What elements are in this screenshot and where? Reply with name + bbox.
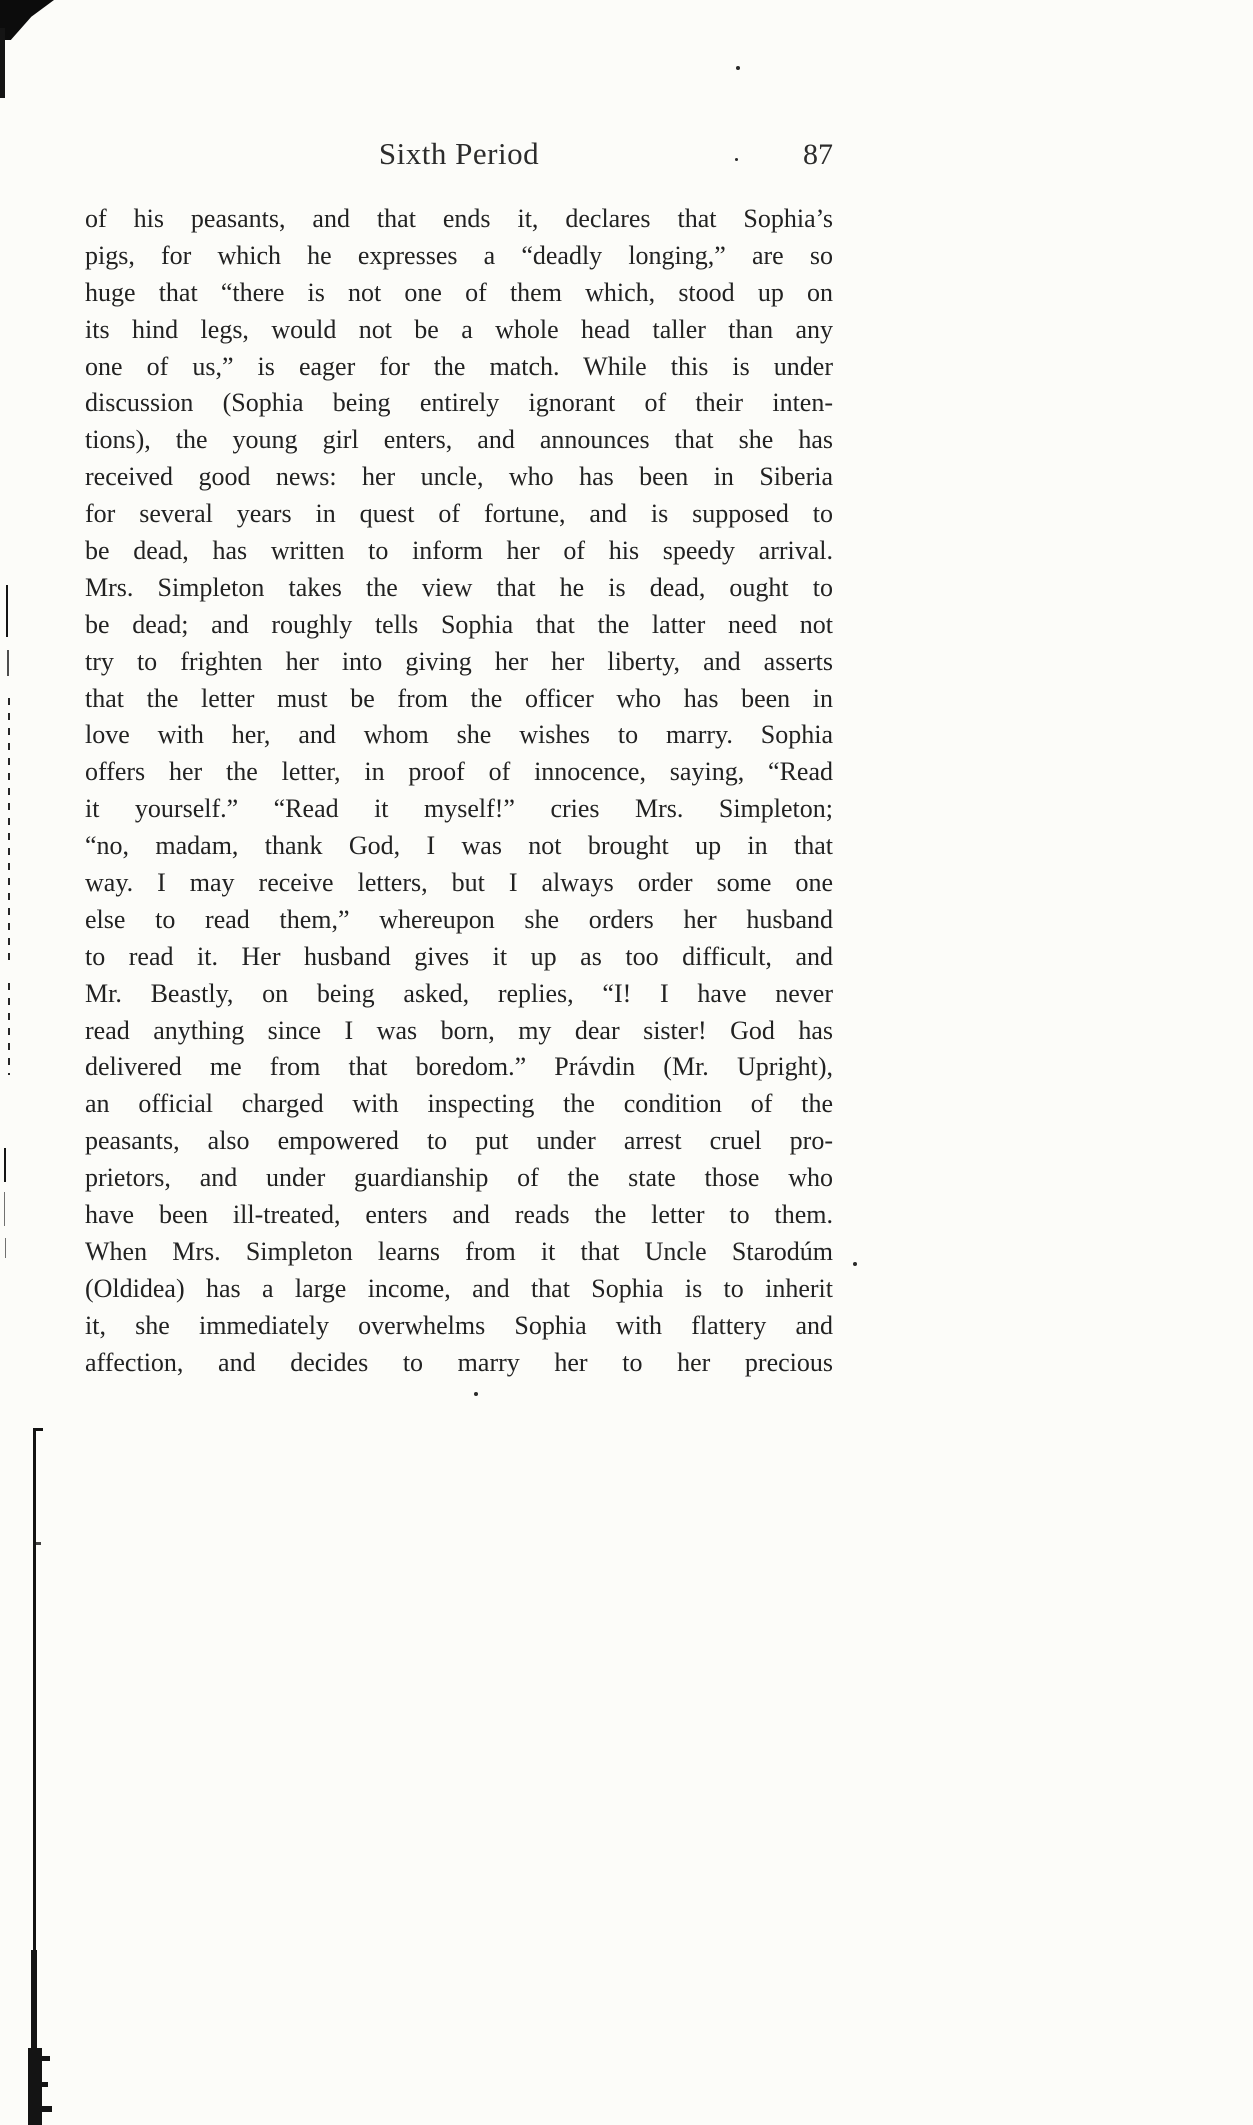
- scan-artifact-tick: [7, 650, 9, 676]
- text-line: be dead; and roughly tells Sophia that the latter need not: [85, 609, 833, 639]
- text-line: peasants, also empowered to put under arrest cruel pro-: [85, 1126, 833, 1156]
- scan-artifact-tick: [6, 585, 8, 637]
- scan-artifact-binding-stroke: [28, 2106, 52, 2112]
- text-line: affection, and decides to marry her to her precious: [85, 1347, 833, 1377]
- text-line: Mrs. Simpleton takes the view that he is dead, ought to: [85, 572, 833, 602]
- text-line: delivered me from that boredom.” Právdin (Mr. Upright),: [85, 1052, 833, 1082]
- text-line: of his peasants, and that ends it, declares that Sophia’s: [85, 204, 833, 233]
- text-line: prietors, and under guardianship of the state those who: [85, 1163, 833, 1193]
- text-line: to read it. Her husband gives it up as too difficult, and: [85, 941, 833, 971]
- text-line: have been ill-treated, enters and reads the letter to them.: [85, 1200, 833, 1230]
- scan-artifact-dashed-line: [8, 983, 10, 1075]
- text-line: read anything since I was born, my dear sister! God has: [85, 1015, 833, 1045]
- page-number: 87: [803, 138, 833, 171]
- text-line: try to frighten her into giving her her liberty, and asserts: [85, 646, 833, 676]
- page-header: [85, 136, 833, 184]
- scan-artifact-binding-line: [31, 1950, 37, 2055]
- text-line: received good news: her uncle, who has been in Siberia: [85, 462, 833, 492]
- scan-artifact-tick: [5, 1238, 6, 1258]
- text-line: it yourself.” “Read it myself!” cries Mrs. Simpleton;: [85, 794, 833, 824]
- scan-artifact-binding-stroke: [28, 2082, 48, 2087]
- text-line: it, she immediately overwhelms Sophia with flattery and: [85, 1310, 833, 1340]
- text-line: When Mrs. Simpleton learns from it that Uncle Starodúm: [85, 1236, 833, 1266]
- text-line: its hind legs, would not be a whole head taller than any: [85, 314, 833, 344]
- scan-artifact-dot-bottom-center: [474, 1392, 478, 1396]
- text-line: for several years in quest of fortune, and is supposed to: [85, 499, 833, 529]
- text-line: discussion (Sophia being entirely ignorant of their inten-: [85, 388, 833, 418]
- text-line: tions), the young girl enters, and announces that she has: [85, 425, 833, 455]
- text-line: be dead, has written to inform her of his speedy arrival.: [85, 536, 833, 566]
- scan-artifact-hook: [33, 1542, 41, 1545]
- scan-artifact-edge-line: [0, 28, 5, 98]
- text-line: huge that “there is not one of them which, stood up on: [85, 277, 833, 307]
- text-line: (Oldidea) has a large income, and that Sophia is to inherit: [85, 1273, 833, 1303]
- scan-artifact-dot-top-right: [736, 66, 740, 70]
- scan-artifact-dashed-line: [8, 698, 10, 966]
- scan-artifact-tick: [4, 1148, 6, 1182]
- scan-artifact-corner-blob: [0, 0, 54, 40]
- running-title: Sixth Period: [378, 136, 540, 171]
- scan-artifact-tick: [4, 1192, 5, 1226]
- scan-artifact-dot-right-mid: [853, 1262, 857, 1266]
- body-text: [85, 201, 833, 1382]
- text-line: way. I may receive letters, but I always order some one: [85, 868, 833, 898]
- text-line: Mr. Beastly, on being asked, replies, “I! I have never: [85, 978, 833, 1008]
- text-line: an official charged with inspecting the condition of the: [85, 1089, 833, 1119]
- text-line: “no, madam, thank God, I was not brought up in that: [85, 831, 833, 861]
- text-line: love with her, and whom she wishes to marry. Sophia: [85, 720, 833, 750]
- text-line: else to read them,” whereupon she orders her husband: [85, 904, 833, 934]
- text-line: offers her the letter, in proof of innocence, saying, “Read: [85, 757, 833, 787]
- text-line: pigs, for which he expresses a “deadly longing,” are so: [85, 240, 833, 270]
- scan-artifact-binding-stroke: [28, 2056, 50, 2061]
- text-line: one of us,” is eager for the match. While this is under: [85, 351, 833, 381]
- text-line: that the letter must be from the officer who has been in: [85, 683, 833, 713]
- scan-artifact-dot-header: [735, 158, 738, 161]
